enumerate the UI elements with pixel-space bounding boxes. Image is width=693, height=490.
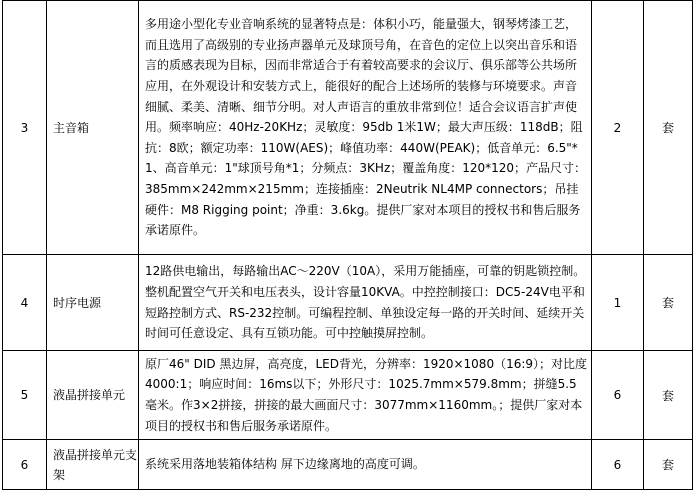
- item-name: 时序电源: [47, 255, 139, 351]
- item-name: 主音箱: [47, 1, 139, 255]
- item-description: 原厂46" DID 黑边屏，高亮度，LED背光，分辨率：1920×1080（16:9）；对比度4000:1；响应时间：16ms以下；外形尺寸：1025.7mm×579.8mm；拼缝5.5毫米。作3×2拼接，拼接的最大画面尺寸：3077mm×1160mm。；提供厂家对本项目的授权书和售后服务承诺原件。: [139, 351, 592, 440]
- item-name: 液晶拼接单元: [47, 351, 139, 440]
- item-quantity: 6: [592, 351, 644, 440]
- item-number: 3: [3, 1, 47, 255]
- item-quantity: 2: [592, 1, 644, 255]
- item-unit: 套: [644, 255, 693, 351]
- table-row: [3, 1, 693, 255]
- table-row: [3, 440, 693, 490]
- item-unit: 套: [644, 351, 693, 440]
- item-description: 多用途小型化专业音响系统的显著特点是：体积小巧，能量强大，钢琴烤漆工艺，而且选用了高级别的专业扬声器单元及球顶号角，在音色的定位上以突出音乐和语言的质感表现为目标，因而非常适合于有着较高要求的会议厅、俱乐部等公共场所应用，在外观设计和安装方式上，能很好的配合上述场所的装修与环境要求。声音细腻、柔美、清晰、细节分明。对人声语言的重放非常到位！适合会议语言扩声使用。频率响应：40Hz-20KHz；灵敏度：95db 1米1W；最大声压级：118dB；阻抗：8欧；额定功率：110W(AES)；峰值功率：440W(PEAK)；低音单元：6.5"*1、高音单元：1"球顶号角*1；分频点：3KHz；覆盖角度：120*120；产品尺寸：385mm×242mm×215mm；连接插座：2Neutrik NL4MP connectors；吊挂硬件：M8 Rigging point；净重：3.6kg。提供厂家对本项目的授权书和售后服务承诺原件。: [139, 1, 592, 255]
- item-quantity: 1: [592, 255, 644, 351]
- item-quantity: 6: [592, 440, 644, 490]
- item-description: 12路供电输出，每路输出AC～220V（10A），采用万能插座，可靠的钥匙锁控制。整机配置空气开关和电压表头，设计容量10KVA。中控控制接口：DC5-24V电平和短路控制方式、RS-232控制。可编程控制、单独设定每一路的开关时间、延续开关时间可任意设定、具有互锁功能。可中控触摸屏控制。: [139, 255, 592, 351]
- item-number: 4: [3, 255, 47, 351]
- item-description: 系统采用落地装箱体结构 屏下边缘离地的高度可调。: [139, 440, 592, 490]
- table-row: [3, 255, 693, 351]
- table-row: [3, 351, 693, 440]
- item-number: 6: [3, 440, 47, 490]
- item-name: 液晶拼接单元支架: [47, 440, 139, 490]
- item-number: 5: [3, 351, 47, 440]
- item-unit: 套: [644, 1, 693, 255]
- equipment-table: [2, 0, 693, 490]
- item-unit: 套: [644, 440, 693, 490]
